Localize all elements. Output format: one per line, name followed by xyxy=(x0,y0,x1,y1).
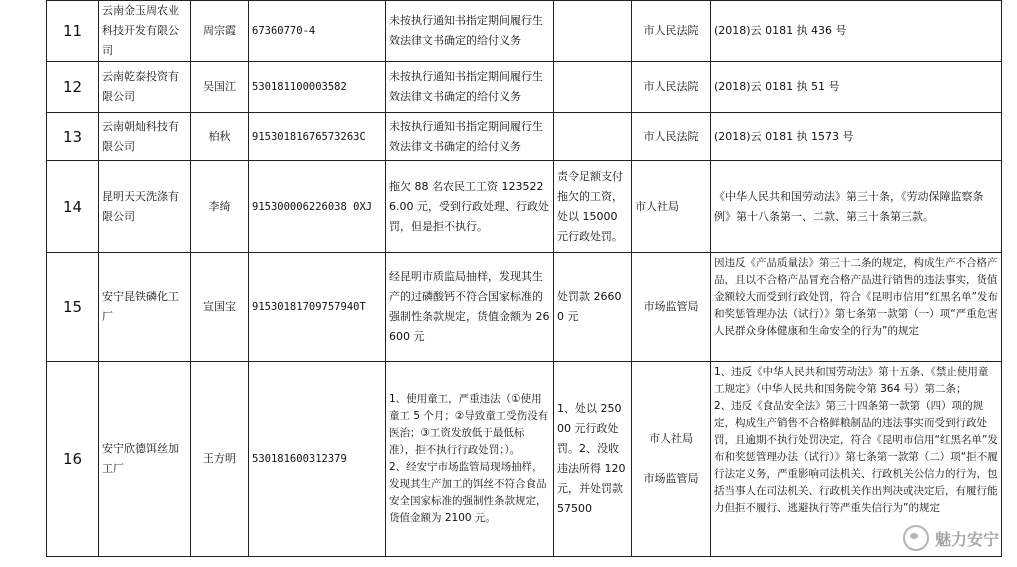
credit-blacklist-table xyxy=(46,0,1002,557)
company-name: 云南乾泰投资有限公司 xyxy=(99,62,191,113)
authority xyxy=(632,362,711,557)
authority-text: 市人社局 市场监管局 xyxy=(643,432,699,485)
credit-code: 67360770-4 xyxy=(249,1,386,62)
credit-code: 530181100003582 xyxy=(249,62,386,113)
row-number: 14 xyxy=(47,161,99,253)
credit-code: 91530181709757940T xyxy=(249,253,386,362)
authority: 市人民法院 xyxy=(632,1,711,62)
company-name: 昆明天天洗涤有限公司 xyxy=(99,161,191,253)
violation-fact-text: 1、使用童工，严重违法（①使用童工 5 个月；②导致童工受伤没有医治；③工资发放低于最低标准），拒不执行行政处罚；）。 2、经安宁市场监管局现场抽样，发现其生产加工的饵丝不符合食品安全国家标准的强制性条款规定，货值金额为 2100 元。 xyxy=(389,393,549,524)
penalty: 责令足额支付拖欠的工资，处以 15000 元行政处罚。 xyxy=(554,161,632,253)
penalty xyxy=(554,113,632,161)
table-row xyxy=(47,362,1002,557)
violation-fact: 未按执行通知书指定期间履行生效法律文书确定的给付义务 xyxy=(386,1,554,62)
watermark-text: 魅力安宁 xyxy=(934,529,999,549)
table-row xyxy=(47,253,1002,362)
table-row xyxy=(47,113,1002,161)
penalty xyxy=(554,62,632,113)
authority: 市人社局 xyxy=(632,161,711,253)
violation-fact: 拖欠 88 名农民工工资 1235226.00 元，受到行政处理、行政处罚，但是拒不执行。 xyxy=(386,161,554,253)
authority: 市人民法院 xyxy=(632,113,711,161)
company-name: 云南金玉周农业科技开发有限公司 xyxy=(99,1,191,62)
table-row xyxy=(47,62,1002,113)
authority: 市人民法院 xyxy=(632,62,711,113)
violation-fact: 未按执行通知书指定期间履行生效法律文书确定的给付义务 xyxy=(386,113,554,161)
violation-fact: 未按执行通知书指定期间履行生效法律文书确定的给付义务 xyxy=(386,62,554,113)
credit-code: 915300006226038 0XJ xyxy=(249,161,386,253)
penalty: 处罚款 26600 元 xyxy=(554,253,632,362)
company-name: 安宁昆铁磷化工厂 xyxy=(99,253,191,362)
legal-person: 李绮 xyxy=(191,161,249,253)
credit-code: 530181600312379 xyxy=(249,362,386,557)
legal-basis: 《中华人民共和国劳动法》第三十条，《劳动保障监察条例》第十八条第一、二款、第三十条第三款。 xyxy=(711,161,1002,253)
legal-basis xyxy=(711,253,1002,362)
legal-person: 王方明 xyxy=(191,362,249,557)
legal-person: 周宗霞 xyxy=(191,1,249,62)
legal-basis: (2018)云 0181 执 436 号 xyxy=(711,1,1002,62)
table-row xyxy=(47,161,1002,253)
legal-person: 吴国江 xyxy=(191,62,249,113)
company-name: 云南朝灿科技有限公司 xyxy=(99,113,191,161)
legal-basis: (2018)云 0181 执 51 号 xyxy=(711,62,1002,113)
table-row xyxy=(47,1,1002,62)
violation-fact: 经昆明市质监局抽样，发现其生产的过磷酸钙不符合国家标准的强制性条款规定，货值金额为 26600 元 xyxy=(386,253,554,362)
legal-person: 柏秋 xyxy=(191,113,249,161)
legal-basis xyxy=(711,362,1002,557)
row-number: 13 xyxy=(47,113,99,161)
penalty: 1、处以 25000 元行政处罚。2、没收违法所得 120 元，并处罚款 57500 xyxy=(554,362,632,557)
credit-code: 91530181676573263C xyxy=(249,113,386,161)
row-number: 11 xyxy=(47,1,99,62)
row-number: 15 xyxy=(47,253,99,362)
legal-basis: (2018)云 0181 执 1573 号 xyxy=(711,113,1002,161)
row-number: 16 xyxy=(47,362,99,557)
legal-basis-text: 1、违反《中华人民共和国劳动法》第十五条、《禁止使用童工规定》（中华人民共和国务院令第 364 号）第二条； 2、违反《食品安全法》第三十四条第一款第（四）项的规定，构成生产销售不合格鲜粮制品的违法事实而受到行政处罚，且逾期不执行处罚决定，符合《昆明市信用“红黑名单”发布和奖惩管理办法（试行）》第七条第一款第（二）项“拒不履行法定义务，严重影响司法机关、行政机关公信力的行为，包括当事人在司法机关、行政机关作出判决或决定后，有履行能力但拒不履行、逃避执行等严重失信行为”的规定 xyxy=(714,366,998,514)
violation-fact xyxy=(386,362,554,557)
legal-basis-text: 因违反《产品质量法》第三十二条的规定，构成生产不合格产品，且以不合格产品冒充合格产品进行销售的违法事实，货值金额较大而受到行政处罚，符合《昆明市信用“红黑名单”发布和奖惩管理办法（试行）》第七条第一款第（一）项“严重危害人民群众身体健康和生命安全的行为”的规定 xyxy=(714,256,998,337)
penalty xyxy=(554,1,632,62)
company-name: 安宁欣德饵丝加工厂 xyxy=(99,362,191,557)
authority: 市场监管局 xyxy=(632,253,711,362)
row-number: 12 xyxy=(47,62,99,113)
legal-person: 宣国宝 xyxy=(191,253,249,362)
